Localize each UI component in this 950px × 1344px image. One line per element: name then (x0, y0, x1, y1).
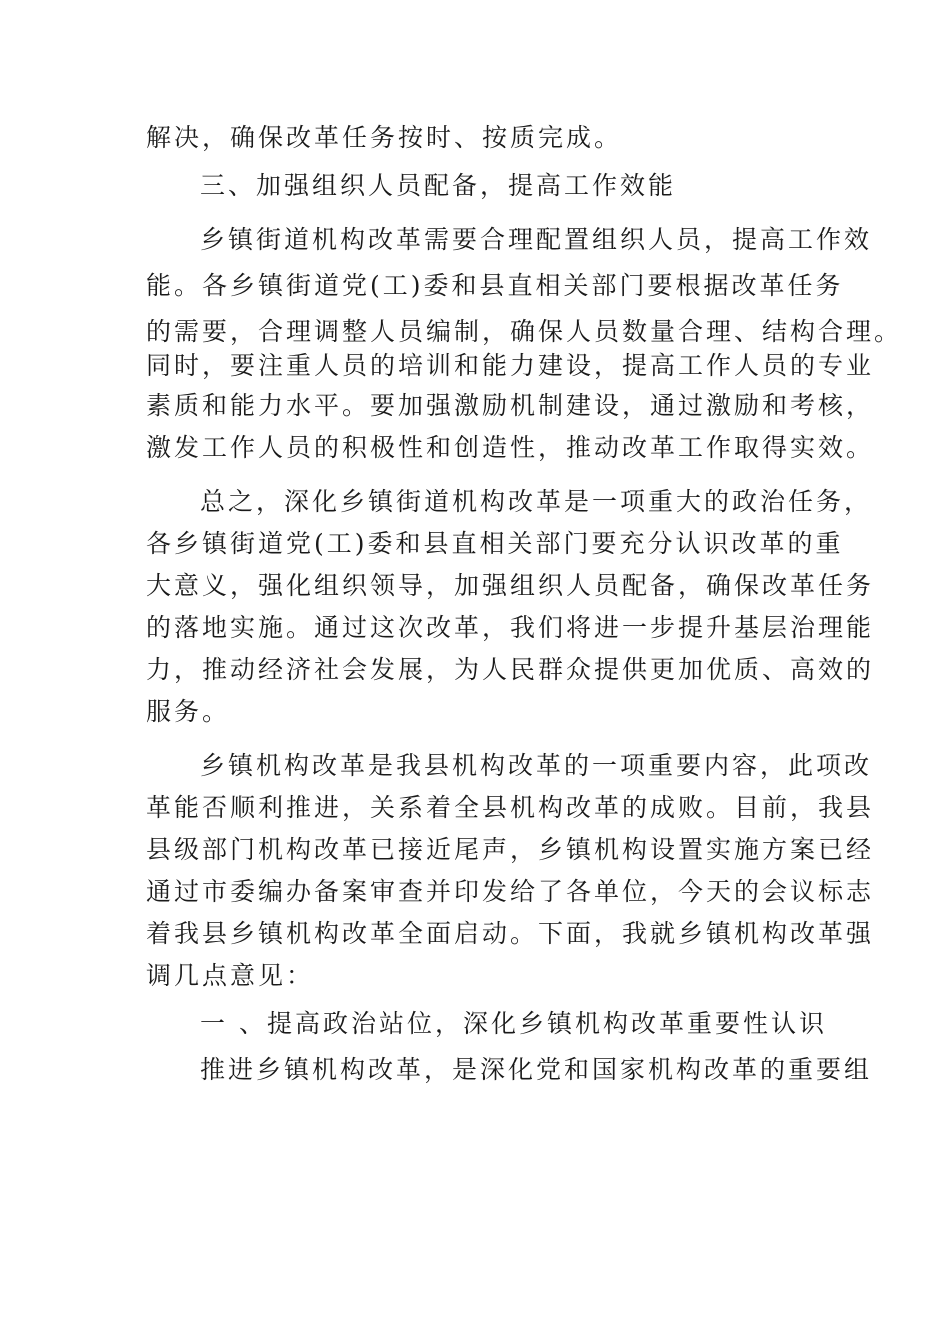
section-heading-1: 一 、提高政治站位，深化乡镇机构改革重要性认识 (200, 1009, 827, 1038)
text-line: 通过市委编办备案审查并印发给了各单位，今天的会议标志 (146, 877, 875, 906)
section-heading-3: 三、加强组织人员配备，提高工作效能 (200, 171, 677, 200)
text-line: 的落地实施。通过这次改革，我们将进一步提升基层治理能 (146, 613, 875, 642)
text-line: 能。各乡镇街道党(工)委和县直相关部门要根据改革任务 (146, 271, 844, 300)
text-line: 解决，确保改革任务按时、按质完成。 (146, 123, 623, 152)
text-line: 激发工作人员的积极性和创造性，推动改革工作取得实效。 (146, 433, 875, 462)
text-line: 乡镇机构改革是我县机构改革的一项重要内容，此项改 (200, 751, 873, 780)
text-line: 县级部门机构改革已接近尾声，乡镇机构设置实施方案已经 (146, 835, 875, 864)
text-line: 大意义，强化组织领导，加强组织人员配备，确保改革任务 (146, 571, 875, 600)
text-line: 服务。 (146, 697, 231, 726)
text-line: 力，推动经济社会发展，为人民群众提供更加优质、高效的 (146, 655, 875, 684)
text-line: 素质和能力水平。要加强激励机制建设，通过激励和考核， (146, 391, 875, 420)
text-line: 各乡镇街道党(工)委和县直相关部门要充分认识改革的重 (146, 529, 844, 558)
text-line: 着我县乡镇机构改革全面启动。下面，我就乡镇机构改革强 (146, 919, 875, 948)
text-line: 革能否顺利推进，关系着全县机构改革的成败。目前，我县 (146, 793, 875, 822)
text-line: 调几点意见： (146, 961, 315, 990)
text-line: 乡镇街道机构改革需要合理配置组织人员，提高工作效 (200, 225, 873, 254)
text-line: 同时，要注重人员的培训和能力建设，提高工作人员的专业 (146, 351, 875, 380)
text-line: 总之，深化乡镇街道机构改革是一项重大的政治任务， (200, 487, 873, 516)
text-line: 的需要，合理调整人员编制，确保人员数量合理、结构合理。 (146, 317, 903, 346)
text-line: 推进乡镇机构改革，是深化党和国家机构改革的重要组 (200, 1055, 873, 1084)
